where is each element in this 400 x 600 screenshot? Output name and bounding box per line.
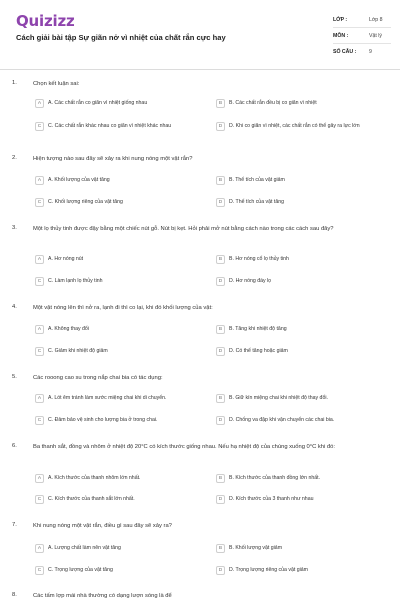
option-text: C. Giảm khi nhiệt độ giảm — [48, 348, 108, 354]
option-b[interactable] — [216, 326, 384, 334]
meta-subject-value: Vật lý — [369, 32, 382, 39]
worksheet-title: Cách giải bài tập Sự giãn nở vì nhiệt của chất rắn cực hay — [16, 33, 226, 42]
option-d[interactable] — [216, 199, 384, 207]
option-letter-badge: A — [35, 544, 44, 553]
option-text: B. Hơ nóng cổ lọ thủy tinh — [229, 256, 289, 262]
option-text: D. Có thể tăng hoặc giảm — [229, 348, 288, 354]
option-a[interactable] — [35, 256, 195, 264]
option-b[interactable] — [216, 256, 384, 264]
option-d[interactable] — [216, 496, 384, 504]
question-7 — [12, 522, 388, 582]
option-letter-badge: D — [216, 277, 225, 286]
option-letter-badge: D — [216, 198, 225, 207]
option-d[interactable] — [216, 567, 384, 575]
meta-count-label: SỐ CÂU : — [333, 49, 357, 55]
option-b[interactable] — [216, 545, 384, 553]
option-letter-badge: C — [35, 416, 44, 425]
option-d[interactable] — [216, 417, 384, 425]
option-letter-badge: A — [35, 176, 44, 185]
option-letter-badge: A — [35, 255, 44, 264]
question-6 — [12, 443, 388, 513]
question-text: Chọn kết luận sai: — [33, 81, 80, 87]
option-a[interactable] — [35, 326, 195, 334]
option-c[interactable] — [35, 496, 211, 504]
question-number: 3. — [12, 225, 17, 231]
question-text: Khi nung nóng một vật rắn, điều gì sau đây sẽ xảy ra? — [33, 523, 172, 529]
meta-row-subject — [333, 28, 391, 44]
option-text: D. Thể tích của vật tăng — [229, 199, 284, 205]
option-c[interactable] — [35, 567, 211, 575]
question-text: Hiện tượng nào sau đây sẽ xảy ra khi nung nóng một vật rắn? — [33, 156, 193, 162]
option-letter-badge: C — [35, 198, 44, 207]
question-text: Một vật nóng lên thì nở ra, lạnh đi thì co lại, khi đó khối lượng của vật: — [33, 305, 213, 311]
option-d[interactable] — [216, 278, 384, 286]
option-text: C. Các chất rắn khác nhau co giãn vì nhiệt khác nhau — [48, 123, 172, 129]
meta-subject-label: MÔN : — [333, 32, 349, 39]
option-c[interactable] — [35, 417, 211, 425]
question-number: 4. — [12, 304, 17, 310]
option-letter-badge: B — [216, 99, 225, 108]
option-letter-badge: D — [216, 347, 225, 356]
option-letter-badge: B — [216, 544, 225, 553]
option-text: B. Giữ kín miệng chai khi nhiệt độ thay đổi. — [229, 395, 328, 401]
option-letter-badge: D — [216, 416, 225, 425]
question-text: Một lọ thủy tinh được đậy bằng một chiếc nút gỗ. Nút bị kẹt. Hỏi phải mở nút bằng cách nào trong các cách sau đây? — [33, 226, 334, 232]
meta-count-value: 9 — [369, 49, 372, 55]
option-letter-badge: A — [35, 394, 44, 403]
worksheet-meta — [333, 12, 391, 60]
option-a[interactable] — [35, 475, 211, 483]
option-text: A. Các chất rắn co giãn vì nhiệt giống nhau — [48, 100, 148, 106]
option-text: D. Chống va đập khi vận chuyển các chai bia. — [229, 417, 335, 423]
option-a[interactable] — [35, 545, 211, 553]
option-text: A. Kích thước của thanh nhôm lớn nhất. — [48, 475, 141, 481]
question-text: Các tấm lợp mái nhà thường có dạng lượn sóng là để — [33, 593, 172, 599]
option-letter-badge: C — [35, 347, 44, 356]
question-text: Các rooong cao su trong nắp chai bia có tác dụng: — [33, 375, 163, 381]
worksheet-header — [0, 0, 400, 70]
option-a[interactable] — [35, 395, 211, 403]
option-text: A. Hơ nóng nút — [48, 256, 84, 262]
question-number: 2. — [12, 155, 17, 161]
option-text: D. Trọng lượng riêng của vật giảm — [229, 567, 308, 573]
option-text: B. Các chất rắn đều bị co giãn vì nhiệt — [229, 100, 317, 106]
option-letter-badge: B — [216, 474, 225, 483]
option-text: C. Làm lạnh lọ thủy tinh — [48, 278, 103, 284]
option-text: C. Khối lượng riêng của vật tăng — [48, 199, 123, 205]
option-c[interactable] — [35, 278, 195, 286]
question-3 — [12, 225, 388, 295]
option-text: C. Trọng lượng của vật tăng — [48, 567, 113, 573]
option-text: B. Kích thước của thanh đồng lớn nhất. — [229, 475, 321, 481]
question-5 — [12, 374, 388, 434]
option-b[interactable] — [216, 177, 384, 185]
meta-grade-label: LỚP : — [333, 16, 348, 23]
option-text: A. Không thay đổi — [48, 326, 89, 332]
option-letter-badge: B — [216, 394, 225, 403]
question-number: 1. — [12, 80, 17, 86]
option-text: D. Kích thước của 3 thanh như nhau — [229, 496, 314, 502]
option-letter-badge: A — [35, 474, 44, 483]
option-letter-badge: B — [216, 176, 225, 185]
meta-grade-value: Lớp 8 — [369, 16, 383, 23]
option-letter-badge: C — [35, 122, 44, 131]
option-text: D. Hơ nóng đáy lọ — [229, 278, 272, 284]
option-letter-badge: C — [35, 277, 44, 286]
question-number: 5. — [12, 374, 17, 380]
option-d[interactable] — [216, 123, 384, 131]
question-8 — [12, 592, 388, 600]
option-text: A. Lót êm tránh làm xước miệng chai khi di chuyển. — [48, 395, 167, 401]
question-number: 7. — [12, 522, 17, 528]
option-text: B. Tăng khi nhiệt độ tăng — [229, 326, 287, 332]
question-number: 6. — [12, 443, 17, 449]
option-text: D. Khi co giãn vì nhiệt, các chất rắn có thể gây ra lực lớn — [229, 123, 360, 129]
option-text: C. Kích thước của thanh sắt lớn nhất. — [48, 496, 135, 502]
option-b[interactable] — [216, 395, 384, 403]
option-text: B. Thể tích của vật giảm — [229, 177, 285, 183]
option-c[interactable] — [35, 123, 195, 131]
question-number: 8. — [12, 592, 17, 598]
option-letter-badge: D — [216, 122, 225, 131]
option-a[interactable] — [35, 177, 195, 185]
option-letter-badge: C — [35, 495, 44, 504]
option-letter-badge: D — [216, 495, 225, 504]
option-letter-badge: C — [35, 566, 44, 575]
option-letter-badge: A — [35, 325, 44, 334]
option-text: C. Đảm bảo vệ sinh cho lượng bia ở trong chai. — [48, 417, 158, 423]
option-text: A. Khối lượng của vật tăng — [48, 177, 110, 183]
option-d[interactable] — [216, 348, 384, 356]
option-text: B. Khối lượng vật giảm — [229, 545, 283, 551]
meta-row-count — [333, 44, 391, 60]
option-b[interactable] — [216, 475, 384, 483]
option-c[interactable] — [35, 199, 195, 207]
quizizz-logo[interactable]: Quizizz — [16, 12, 75, 30]
question-text: Ba thanh sắt, đồng và nhôm ở nhiệt độ 20°C có kích thước giống nhau. Nếu hạ nhiệt độ của chúng xuống 0°C khi đó: — [33, 444, 335, 450]
option-text: A. Lượng chất làm nên vật tăng — [48, 545, 121, 551]
option-letter-badge: D — [216, 566, 225, 575]
meta-row-grade — [333, 12, 391, 28]
option-a[interactable] — [35, 100, 195, 108]
question-4 — [12, 304, 388, 364]
option-c[interactable] — [35, 348, 195, 356]
option-letter-badge: B — [216, 255, 225, 264]
question-1 — [12, 80, 388, 140]
option-letter-badge: B — [216, 325, 225, 334]
option-letter-badge: A — [35, 99, 44, 108]
option-b[interactable] — [216, 100, 384, 108]
question-2 — [12, 155, 388, 215]
